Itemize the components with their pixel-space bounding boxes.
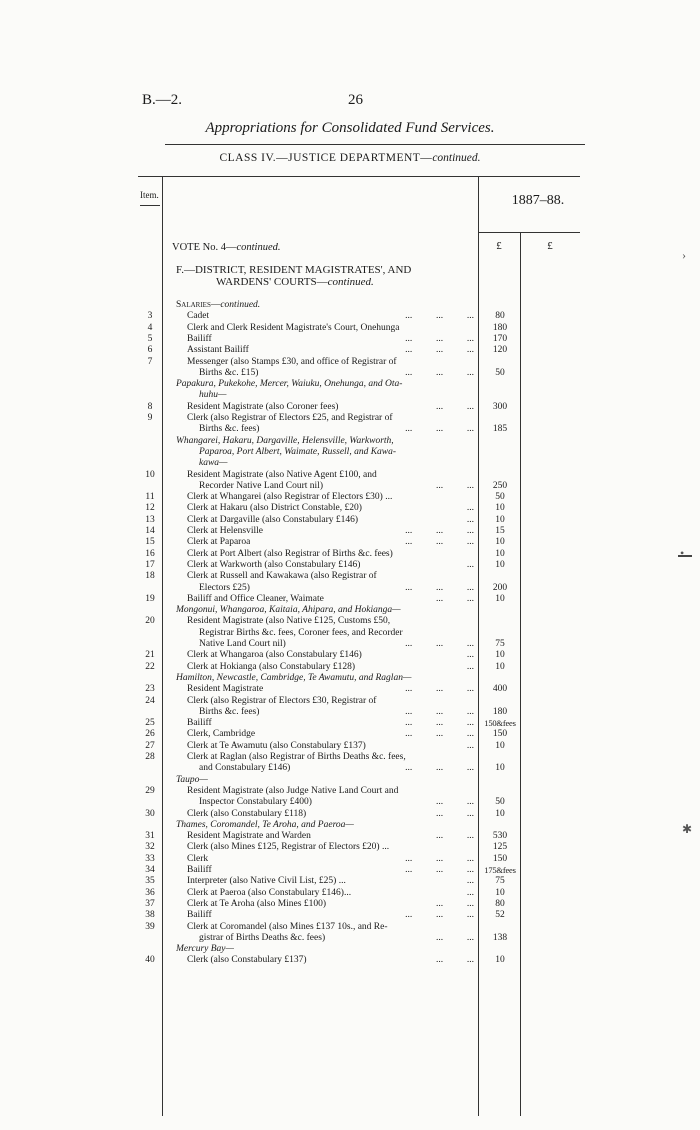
item-description: Resident Magistrate bbox=[187, 684, 264, 695]
item-number: 3 bbox=[147, 311, 153, 322]
table-row bbox=[0, 594, 700, 605]
item-amount: 185 bbox=[492, 424, 508, 435]
item-description: Mercury Bay— bbox=[176, 944, 234, 955]
table-row bbox=[0, 696, 700, 707]
item-description: Whangarei, Hakaru, Dargaville, Helensville, Warkworth, bbox=[176, 435, 394, 446]
item-number: 14 bbox=[145, 526, 155, 536]
item-description: Bailiff bbox=[187, 718, 212, 729]
item-description: Births &c. fees) bbox=[199, 706, 260, 717]
item-amount: 180 bbox=[492, 706, 508, 717]
item-amount: 10 bbox=[495, 548, 505, 559]
table-row bbox=[0, 752, 700, 763]
table-row bbox=[0, 526, 700, 537]
table-row bbox=[0, 910, 700, 921]
item-number: 25 bbox=[145, 718, 155, 729]
continuation-row bbox=[0, 424, 700, 435]
table-row bbox=[0, 786, 700, 797]
item-description: Clerk at Dargaville (also Constabulary £146) bbox=[187, 514, 359, 525]
item-number: 20 bbox=[145, 616, 155, 627]
table-row bbox=[0, 402, 700, 413]
table-row bbox=[0, 311, 700, 322]
item-number: 10 bbox=[145, 469, 155, 480]
item-amount: 175&fees bbox=[484, 865, 516, 875]
leader-dots: ... bbox=[466, 740, 474, 751]
district-heading-row bbox=[0, 605, 700, 616]
item-amount: 50 bbox=[495, 492, 505, 503]
item-number: 39 bbox=[145, 921, 155, 932]
item-number: 21 bbox=[145, 650, 155, 661]
table-row bbox=[0, 922, 700, 933]
item-amount: 150 bbox=[492, 729, 508, 740]
header-rule bbox=[165, 144, 585, 145]
item-description: Interpreter (also Native Civil List, £25) ... bbox=[187, 876, 346, 887]
item-number: 6 bbox=[147, 345, 153, 356]
item-description: gistrar of Births Deaths &c. fees) bbox=[199, 932, 326, 943]
item-description: Resident Magistrate (also Native £125, Customs £50, bbox=[187, 616, 391, 627]
item-amount: 125 bbox=[492, 842, 508, 853]
leader-dots: ... bbox=[466, 514, 474, 525]
item-number: 4 bbox=[147, 322, 153, 333]
item-description: Clerk (also Registrar of Electors £30, Registrar of bbox=[187, 695, 377, 706]
section-heading-line2-main: WARDENS' COURTS— bbox=[216, 276, 328, 288]
item-amount: 400 bbox=[492, 684, 508, 695]
item-amount: 10 bbox=[495, 559, 505, 570]
continuation-row bbox=[0, 797, 700, 808]
leader-dots: ... ... bbox=[436, 932, 474, 943]
district-heading-row bbox=[0, 820, 700, 831]
vote-heading-main: VOTE No. 4— bbox=[172, 242, 237, 253]
district-heading-row bbox=[0, 436, 700, 447]
item-description: Clerk at Paparoa bbox=[187, 537, 251, 548]
item-description: Clerk at Russell and Kawakawa (also Registrar of bbox=[187, 571, 377, 582]
leader-dots: ... ... ... bbox=[405, 853, 474, 864]
item-description: Clerk bbox=[187, 853, 209, 864]
item-description: Native Land Court nil) bbox=[199, 639, 286, 649]
item-amount: 10 bbox=[495, 740, 505, 751]
class-heading bbox=[0, 152, 700, 164]
item-description: Taupo— bbox=[176, 774, 208, 785]
item-number: 11 bbox=[145, 492, 155, 503]
item-amount: 300 bbox=[492, 401, 508, 412]
leader-dots: ... ... ... bbox=[405, 367, 474, 378]
table-row bbox=[0, 741, 700, 752]
table-row bbox=[0, 899, 700, 910]
item-description: Clerk at Te Aroha (also Mines £100) bbox=[187, 898, 326, 909]
item-amount: 138 bbox=[492, 932, 508, 943]
item-amount: 150 bbox=[492, 853, 508, 864]
item-amount: 15 bbox=[495, 526, 505, 536]
continuation-row bbox=[0, 707, 700, 718]
item-description: Resident Magistrate (also Native Agent £100, and bbox=[187, 469, 377, 480]
item-amount: 170 bbox=[492, 333, 508, 344]
table-row bbox=[0, 650, 700, 661]
section-heading-line1: F.—DISTRICT, RESIDENT MAGISTRATES', AND bbox=[176, 264, 412, 276]
item-description: Clerk at Te Awamutu (also Constabulary £137) bbox=[187, 740, 366, 751]
item-amount: 75 bbox=[495, 639, 505, 649]
item-description: Births &c. £15) bbox=[199, 367, 259, 378]
item-amount: 120 bbox=[492, 345, 508, 356]
item-header-rule bbox=[140, 205, 160, 206]
vote-heading bbox=[172, 242, 280, 253]
page-number: 26 bbox=[348, 92, 363, 108]
item-description: Clerk at Paeroa (also Constabulary £146)... bbox=[187, 887, 352, 898]
leader-dots: ... ... bbox=[436, 797, 474, 808]
item-amount: 10 bbox=[495, 537, 505, 548]
district-heading-row bbox=[0, 447, 700, 458]
table-row bbox=[0, 684, 700, 695]
item-amount: 10 bbox=[495, 763, 505, 774]
item-number: 35 bbox=[145, 876, 155, 887]
item-amount: 10 bbox=[495, 808, 505, 819]
leader-dots: ... ... bbox=[436, 480, 474, 491]
item-description: huhu— bbox=[199, 390, 227, 401]
item-number: 32 bbox=[145, 842, 155, 853]
margin-mark bbox=[678, 555, 692, 557]
item-amount: 10 bbox=[495, 887, 505, 898]
item-description: Clerk and Clerk Resident Magistrate's Court, Onehunga bbox=[187, 322, 400, 333]
item-description: Births &c. fees) bbox=[199, 424, 260, 435]
leader-dots: ... ... ... bbox=[405, 345, 474, 356]
currency-symbol-items: £ bbox=[496, 240, 502, 252]
item-description: Clerk at Whangarei (also Registrar of Electors £30) ... bbox=[187, 492, 393, 503]
class-heading-cont: continued. bbox=[432, 152, 481, 164]
leader-dots: ... ... ... bbox=[405, 763, 474, 774]
item-number: 15 bbox=[145, 537, 155, 548]
leader-dots: ... bbox=[466, 876, 474, 887]
item-description: Clerk at Port Albert (also Registrar of Births &c. fees) bbox=[187, 548, 393, 559]
district-heading-row bbox=[0, 390, 700, 401]
table-row bbox=[0, 809, 700, 820]
item-description: Bailiff and Office Cleaner, Waimate bbox=[187, 593, 324, 604]
item-description: Bailiff bbox=[187, 910, 212, 921]
item-description: Cadet bbox=[187, 311, 210, 322]
leader-dots: ... ... bbox=[436, 831, 474, 842]
table-row bbox=[0, 492, 700, 503]
table-row bbox=[0, 729, 700, 740]
leader-dots: ... ... ... bbox=[405, 311, 474, 322]
item-description: Clerk (also Mines £125, Registrar of Electors £20) ... bbox=[187, 842, 390, 853]
table-row bbox=[0, 865, 700, 876]
margin-mark: ✱ bbox=[682, 822, 693, 836]
table-row bbox=[0, 718, 700, 729]
item-amount: 10 bbox=[495, 593, 505, 604]
table-row bbox=[0, 662, 700, 673]
item-description: Clerk at Hakaru (also District Constable, £20) bbox=[187, 503, 362, 514]
leader-dots: ... ... ... bbox=[405, 537, 474, 548]
table-row bbox=[0, 345, 700, 356]
leader-dots: ... ... ... bbox=[405, 526, 474, 536]
item-description: Resident Magistrate (also Coroner fees) bbox=[187, 401, 339, 412]
item-number: 19 bbox=[145, 593, 155, 604]
table-row bbox=[0, 571, 700, 582]
item-number: 30 bbox=[145, 808, 155, 819]
leader-dots: ... ... ... bbox=[405, 639, 474, 649]
item-description: Salaries—continued. bbox=[176, 300, 261, 310]
continuation-row bbox=[0, 933, 700, 944]
item-description: Resident Magistrate and Warden bbox=[187, 831, 311, 842]
item-number: 8 bbox=[147, 401, 153, 412]
vote-heading-cont: continued. bbox=[236, 242, 281, 253]
item-number: 5 bbox=[147, 333, 153, 344]
table-top-rule bbox=[138, 176, 580, 177]
item-amount: 52 bbox=[495, 910, 505, 921]
item-amount: 150&fees bbox=[484, 718, 516, 729]
leader-dots: ... ... ... bbox=[405, 729, 474, 740]
district-heading-row bbox=[0, 673, 700, 684]
district-heading-row bbox=[0, 458, 700, 469]
item-description: Clerk (also Registrar of Electors £25, and Registrar of bbox=[187, 413, 393, 423]
district-heading-row bbox=[0, 775, 700, 786]
document-code: B.—2. bbox=[142, 92, 183, 108]
leader-dots: ... ... ... bbox=[405, 684, 474, 695]
item-number: 7 bbox=[147, 356, 153, 367]
item-description: Clerk at Raglan (also Registrar of Births Deaths &c. fees, bbox=[187, 752, 406, 762]
item-description: Clerk (also Constabulary £118) bbox=[187, 808, 307, 819]
item-description: Bailiff bbox=[187, 333, 212, 344]
leader-dots: ... ... ... bbox=[405, 865, 474, 875]
margin-mark: • bbox=[680, 546, 685, 560]
item-amount: 10 bbox=[495, 514, 505, 525]
item-description: Clerk at Helensville bbox=[187, 526, 263, 536]
item-amount: 530 bbox=[492, 831, 508, 842]
table-row bbox=[0, 560, 700, 571]
item-amount: 75 bbox=[495, 876, 505, 887]
item-amount: 80 bbox=[495, 898, 505, 909]
item-amount: 10 bbox=[495, 955, 505, 966]
item-description: Registrar Births &c. fees, Coroner fees, and Recorder bbox=[199, 627, 403, 638]
continuation-row bbox=[0, 583, 700, 594]
leader-dots: ... ... ... bbox=[405, 910, 474, 921]
item-number: 18 bbox=[145, 571, 155, 582]
item-number: 34 bbox=[145, 865, 155, 875]
item-description: Inspector Constabulary £400) bbox=[199, 797, 312, 808]
item-amount: 10 bbox=[495, 650, 505, 661]
year-column-header: 1887–88. bbox=[511, 193, 565, 208]
item-number: 27 bbox=[145, 740, 155, 751]
class-heading-main: CLASS IV.—JUSTICE DEPARTMENT— bbox=[219, 152, 433, 164]
item-amount: 50 bbox=[495, 797, 505, 808]
leader-dots: ... ... ... bbox=[405, 424, 474, 435]
table-row bbox=[0, 831, 700, 842]
district-heading-row bbox=[0, 379, 700, 390]
leader-dots: ... bbox=[466, 887, 474, 898]
item-number: 38 bbox=[145, 910, 155, 921]
item-amount: 10 bbox=[495, 503, 505, 514]
item-description: Hamilton, Newcastle, Cambridge, Te Awamutu, and Raglan— bbox=[176, 672, 412, 683]
item-number: 12 bbox=[145, 503, 155, 514]
table-row bbox=[0, 854, 700, 865]
item-description: Clerk at Whangaroa (also Constabulary £146) bbox=[187, 650, 362, 661]
item-description: Clerk at Warkworth (also Constabulary £146) bbox=[187, 559, 361, 570]
district-heading-row bbox=[0, 944, 700, 955]
item-number: 13 bbox=[145, 514, 155, 525]
item-number: 22 bbox=[145, 661, 155, 672]
leader-dots: ... bbox=[466, 503, 474, 514]
item-description: Recorder Native Land Court nil) bbox=[199, 480, 323, 491]
continuation-row bbox=[0, 481, 700, 492]
item-number: 28 bbox=[145, 752, 155, 762]
year-header-rule bbox=[478, 232, 580, 233]
margin-mark: › bbox=[682, 248, 686, 262]
table-row bbox=[0, 842, 700, 853]
table-row bbox=[0, 470, 700, 481]
item-number: 40 bbox=[145, 955, 155, 966]
leader-dots: ... ... ... bbox=[405, 333, 474, 344]
item-number: 16 bbox=[145, 548, 155, 559]
table-row bbox=[0, 876, 700, 887]
leader-dots: ... ... bbox=[436, 808, 474, 819]
currency-symbol-totals: £ bbox=[547, 240, 553, 252]
item-amount: 10 bbox=[495, 661, 505, 672]
leader-dots: ... ... bbox=[436, 955, 474, 966]
leader-dots: ... ... bbox=[436, 593, 474, 604]
table-row bbox=[0, 616, 700, 627]
leader-dots: ... ... bbox=[436, 898, 474, 909]
continuation-row bbox=[0, 368, 700, 379]
item-description: Mongonui, Whangaroa, Kaitaia, Ahipara, and Hokianga— bbox=[176, 605, 401, 616]
table-row bbox=[0, 334, 700, 345]
item-description: Clerk at Hokianga (also Constabulary £128) bbox=[187, 661, 356, 672]
table-row bbox=[0, 503, 700, 514]
item-amount: 180 bbox=[492, 322, 508, 333]
continuation-row bbox=[0, 639, 700, 650]
table-row bbox=[0, 549, 700, 560]
item-amount: 80 bbox=[495, 311, 505, 322]
table-row bbox=[0, 537, 700, 548]
item-amount: 200 bbox=[492, 582, 508, 593]
leader-dots: ... ... ... bbox=[405, 582, 474, 593]
table-row bbox=[0, 888, 700, 899]
item-description: Thames, Coromandel, Te Aroha, and Paeroa— bbox=[176, 819, 354, 830]
item-description: Bailiff bbox=[187, 865, 212, 875]
table-row bbox=[0, 323, 700, 334]
leader-dots: ... bbox=[466, 661, 474, 672]
page-title: Appropriations for Consolidated Fund Services. bbox=[205, 120, 495, 136]
continuation-row bbox=[0, 763, 700, 774]
item-number: 31 bbox=[145, 831, 155, 842]
item-number: 37 bbox=[145, 898, 155, 909]
leader-dots: ... ... bbox=[436, 401, 474, 412]
continuation-row bbox=[0, 628, 700, 639]
item-number: 23 bbox=[145, 684, 155, 695]
table-row bbox=[0, 413, 700, 424]
item-number: 29 bbox=[145, 785, 155, 796]
item-number: 26 bbox=[145, 729, 155, 740]
table-row bbox=[0, 955, 700, 966]
item-amount: 250 bbox=[492, 480, 508, 491]
item-description: Papakura, Pukekohe, Mercer, Waiuku, Onehunga, and Ota- bbox=[176, 379, 403, 390]
leader-dots: ... bbox=[466, 650, 474, 661]
item-description: Electors £25) bbox=[199, 582, 250, 593]
item-description: Resident Magistrate (also Judge Native Land Court and bbox=[187, 785, 399, 796]
section-heading-line2 bbox=[216, 276, 374, 288]
leader-dots: ... ... ... bbox=[405, 718, 474, 729]
item-description: Clerk (also Constabulary £137) bbox=[187, 955, 307, 966]
item-description: Clerk at Coromandel (also Mines £137 10s., and Re- bbox=[187, 921, 388, 932]
item-number: 9 bbox=[147, 413, 153, 423]
item-number: 36 bbox=[145, 887, 155, 898]
item-number: 17 bbox=[145, 559, 155, 570]
item-description: kawa— bbox=[199, 458, 228, 469]
item-column-header: Item. bbox=[140, 190, 159, 200]
leader-dots: ... ... ... bbox=[405, 706, 474, 717]
table-row bbox=[0, 515, 700, 526]
continuation-row bbox=[0, 300, 700, 311]
item-number: 33 bbox=[145, 853, 155, 864]
section-heading-line2-cont: continued. bbox=[327, 276, 374, 288]
item-number: 24 bbox=[145, 695, 155, 706]
item-description: Clerk, Cambridge bbox=[187, 729, 256, 740]
item-description: Assistant Bailiff bbox=[187, 345, 249, 356]
item-amount: 50 bbox=[495, 367, 505, 378]
leader-dots: ... bbox=[466, 559, 474, 570]
item-description: Messenger (also Stamps £30, and office of Registrar of bbox=[187, 356, 397, 367]
table-row bbox=[0, 357, 700, 368]
item-description: and Constabulary £146) bbox=[199, 763, 291, 774]
item-description: Paparoa, Port Albert, Waimate, Russell, and Kawa- bbox=[199, 446, 397, 457]
